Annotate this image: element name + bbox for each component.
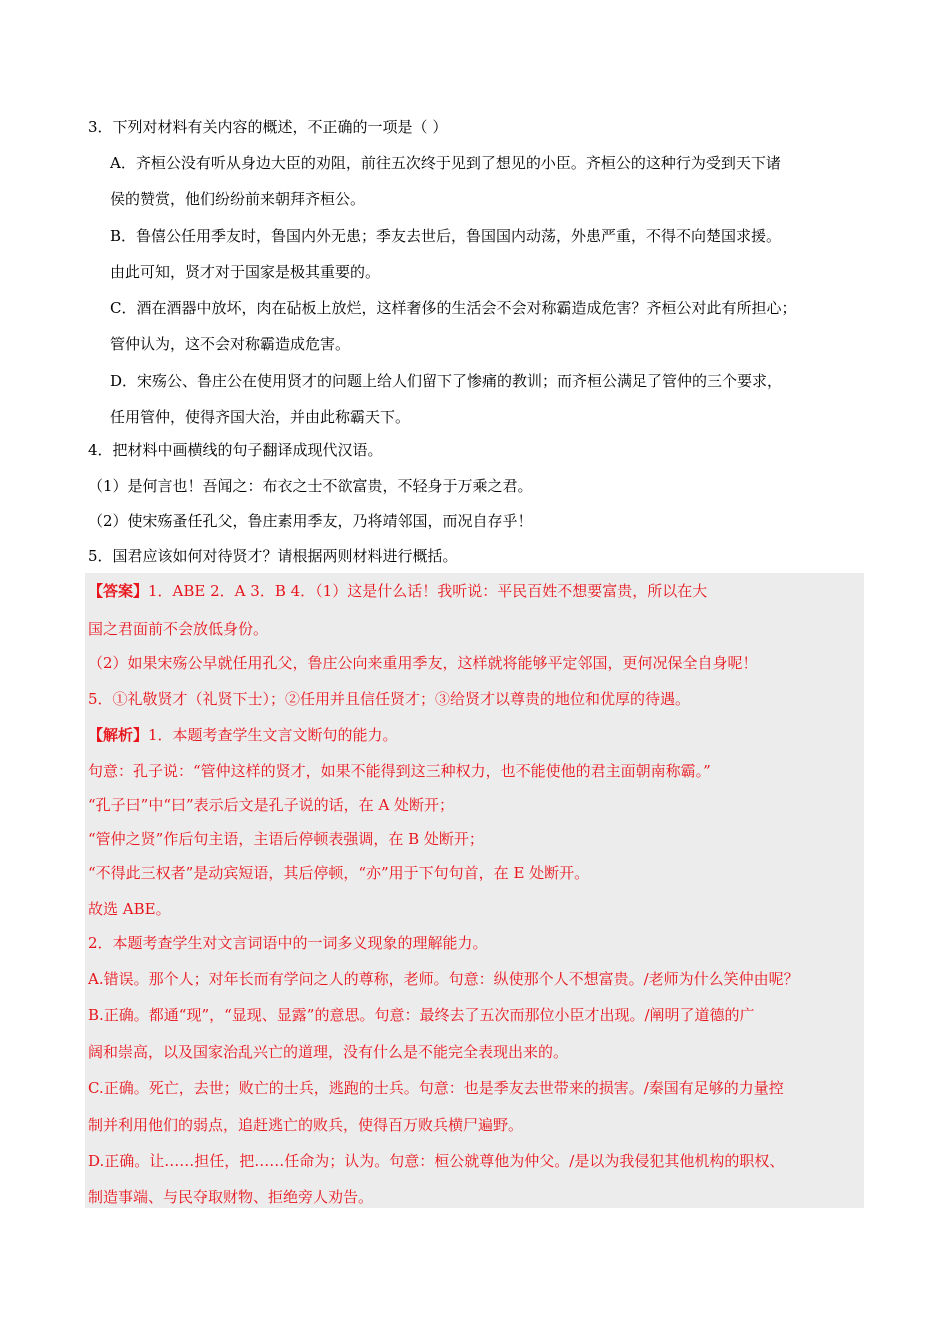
answer-line-1-text: 1．ABE 2．A 3．B 4．（1）这是什么话！我听说：平民百姓不想要富贵，所以在大	[148, 582, 708, 600]
question-3-option-b-line2: 由此可知，贤才对于国家是极其重要的。	[110, 263, 381, 281]
question-3-option-c-line2: 管仲认为，这不会对称霸造成危害。	[110, 335, 351, 353]
question-3-option-b-line1: B．鲁僖公任用季友时，鲁国内外无患；季友去世后，鲁国国内动荡，外患严重，不得不向楚国求援。	[110, 227, 782, 245]
analysis-line-10: 阔和崇高，以及国家治乱兴亡的道理，没有什么是不能完全表现出来的。	[88, 1043, 569, 1061]
analysis-line-7: 2．本题考查学生对文言词语中的一词多义现象的理解能力。	[88, 934, 488, 952]
analysis-line-1-text: 1．本题考查学生文言文断句的能力。	[148, 726, 398, 744]
analysis-line-3: “孔子曰”中“曰”表示后文是孔子说的话，在 A 处断开；	[88, 796, 455, 814]
answer-tag: 【答案】	[88, 582, 149, 600]
question-4-stem: 4．把材料中画横线的句子翻译成现代汉语。	[88, 441, 383, 459]
analysis-line-12: 制并利用他们的弱点，追赶逃亡的败兵，使得百万败兵横尸遍野。	[88, 1116, 524, 1134]
answer-line-4: 5．①礼敬贤才（礼贤下士）；②任用并且信任贤才；③给贤才以尊贵的地位和优厚的待遇。	[88, 690, 691, 708]
analysis-line-4: “管仲之贤”作后句主语，主语后停顿表强调，在 B 处断开；	[88, 830, 484, 848]
analysis-line-14: 制造事端、与民夺取财物、拒绝旁人劝告。	[88, 1188, 374, 1206]
question-3-option-a-line2: 侯的赞赏，他们纷纷前来朝拜齐桓公。	[110, 190, 366, 208]
question-5-stem: 5．国君应该如何对待贤才？请根据两则材料进行概括。	[88, 547, 458, 565]
analysis-line-5: “不得此三权者”是动宾短语，其后停顿，“亦”用于下句句首，在 E 处断开。	[88, 864, 590, 882]
analysis-tag: 【解析】	[88, 726, 149, 744]
question-3-option-c-line1: C．酒在酒器中放坏，肉在砧板上放烂，这样奢侈的生活会不会对称霸造成危害？齐桓公对此有所担心；	[110, 299, 797, 317]
analysis-line-8: A.错误。那个人；对年长而有学问之人的尊称，老师。句意：纵使那个人不想富贵。/老师为什么笑仲由呢？	[88, 970, 799, 988]
question-4-sentence-1: （1）是何言也！吾闻之：布衣之士不欲富贵，不轻身于万乘之君。	[88, 477, 533, 495]
question-3-option-d-line2: 任用管仲，使得齐国大治，并由此称霸天下。	[110, 408, 411, 426]
analysis-line-13: D.正确。让……担任，把……任命为；认为。句意：桓公就尊他为仲父。/是以为我侵犯其他机构的职权、	[88, 1152, 785, 1170]
answer-line-3: （2）如果宋殇公早就任用孔父，鲁庄公向来重用季友，这样就将能够平定邻国，更何况保全自身呢！	[88, 654, 758, 672]
analysis-line-6: 故选 ABE。	[88, 900, 171, 918]
answer-line-1	[88, 580, 707, 602]
question-4-sentence-2: （2）使宋殇蚤任孔父，鲁庄素用季友，乃将靖邻国，而况自存乎！	[88, 512, 533, 530]
analysis-line-2: 句意：孔子说：“管仲这样的贤才，如果不能得到这三种权力，也不能使他的君主面朝南称霸。”	[88, 762, 711, 780]
question-3-option-d-line1: D．宋殇公、鲁庄公在使用贤才的问题上给人们留下了惨痛的教训；而齐桓公满足了管仲的三个要求，	[110, 372, 783, 390]
analysis-line-11: C.正确。死亡，去世；败亡的士兵，逃跑的士兵。句意：也是季友去世带来的损害。/秦国有足够的力量控	[88, 1079, 784, 1097]
question-3-option-a-line1: A．齐桓公没有听从身边大臣的劝阻，前往五次终于见到了想见的小臣。齐桓公的这种行为受到天下诸	[110, 154, 781, 172]
answer-line-2: 国之君面前不会放低身份。	[88, 620, 269, 638]
question-3-stem: 3．下列对材料有关内容的概述，不正确的一项是（ ）	[88, 118, 448, 136]
analysis-line-9: B.正确。都通“现”，“显现、显露”的意思。句意：最终去了五次而那位小臣才出现。/阐明了道德的广	[88, 1006, 755, 1024]
analysis-line-1	[88, 724, 398, 746]
